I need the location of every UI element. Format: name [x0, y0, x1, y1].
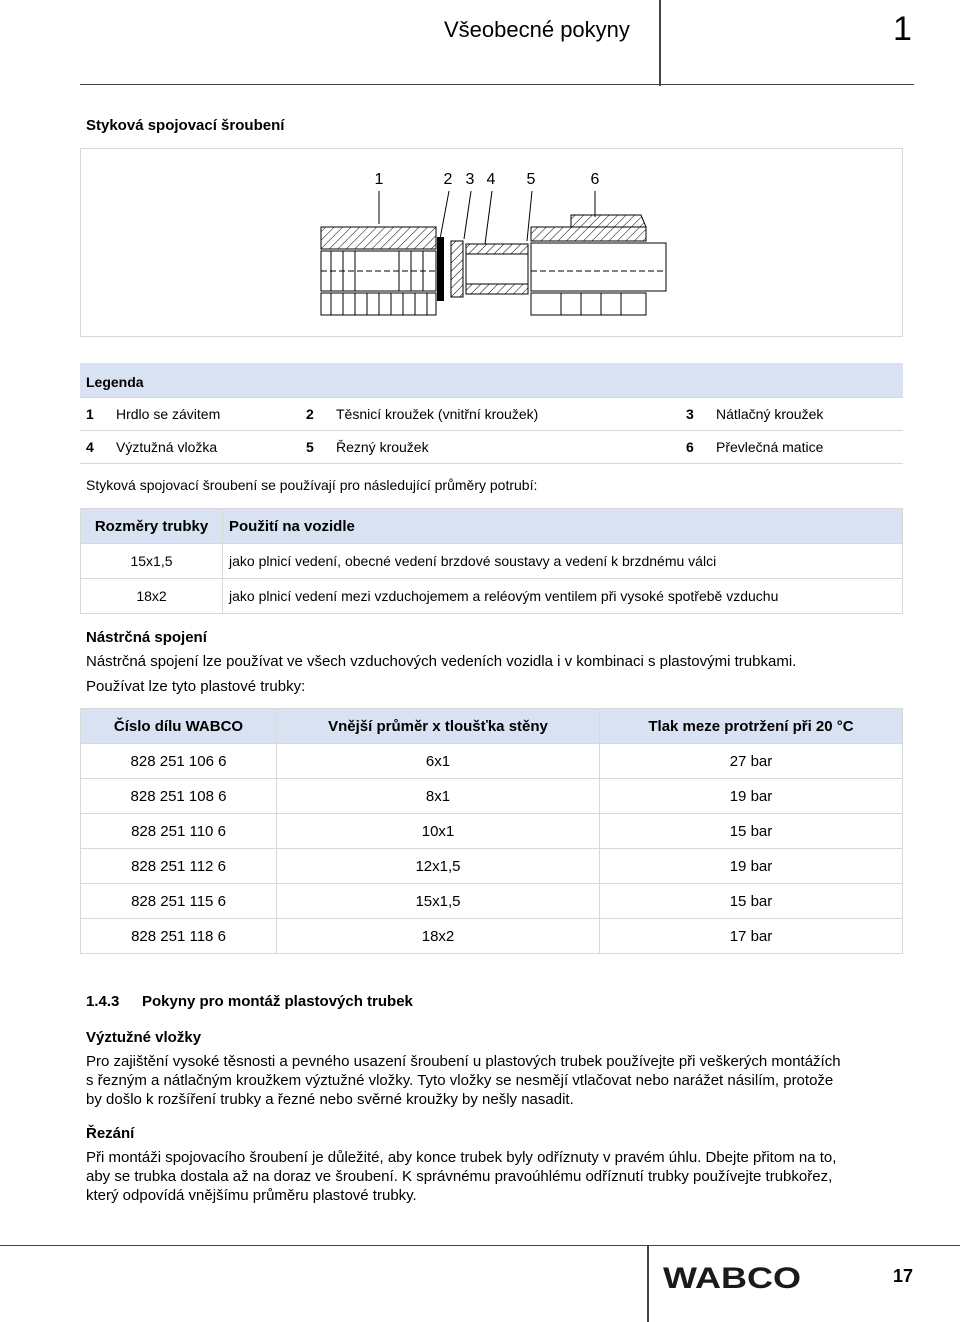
table-cell: jako plnicí vedení, obecné vedení brzdové soustavy a vedení k brzdnému válci — [223, 544, 903, 579]
header-divider — [659, 0, 661, 86]
table-cell: 17 bar — [600, 919, 903, 954]
callout-4: 4 — [486, 171, 496, 188]
header-rule — [80, 84, 914, 85]
table-cell: 828 251 108 6 — [81, 779, 277, 814]
cutting-line: který odpovídá vnějšímu průměru plastové trubky. — [86, 1187, 417, 1204]
wabco-logo-text: WABCO — [663, 1263, 801, 1291]
push-in-title: Nástrčná spojení — [86, 629, 207, 646]
wabco-logo — [662, 1263, 802, 1291]
callout-1: 1 — [374, 171, 384, 188]
legend-row — [80, 397, 903, 430]
legend-num: 5 — [300, 430, 330, 463]
callout-3: 3 — [465, 171, 475, 188]
column-header: Rozměry trubky — [81, 509, 223, 544]
table-cell: 828 251 118 6 — [81, 919, 277, 954]
table-cell: 10x1 — [277, 814, 600, 849]
reinforcement-line: s řezným a nátlačným kroužkem výztužné vložky. Tyto vložky se nesmějí vtlačovat nebo narážet násilím, protože — [86, 1072, 834, 1089]
fitting-drawing — [80, 148, 903, 337]
table-cell: 828 251 112 6 — [81, 849, 277, 884]
push-in-text-2: Používat lze tyto plastové trubky: — [86, 678, 306, 695]
legend-num: 3 — [680, 397, 710, 430]
legend-text: Převlečná matice — [710, 430, 903, 463]
legend-text: Nátlačný kroužek — [710, 397, 903, 430]
legend-header-row — [80, 363, 903, 397]
table-row — [81, 779, 903, 814]
legend-title: Legenda — [80, 363, 903, 397]
legend-num: 4 — [80, 430, 110, 463]
cutting-line: aby se trubka dostala až na doraz ve šroubení. K správnému pravoúhlému odříznutí trubky používejte trubkořez, — [86, 1168, 833, 1185]
table-cell: 8x1 — [277, 779, 600, 814]
table-cell: 828 251 110 6 — [81, 814, 277, 849]
column-header: Číslo dílu WABCO — [81, 709, 277, 744]
table-header-row — [81, 509, 903, 544]
footer-rule — [0, 1245, 960, 1246]
table-cell: 18x2 — [81, 579, 223, 614]
table-row — [81, 744, 903, 779]
table-cell: 15 bar — [600, 814, 903, 849]
column-header: Vnější průměr x tloušťka stěny — [277, 709, 600, 744]
table-cell: 828 251 106 6 — [81, 744, 277, 779]
table-row — [81, 884, 903, 919]
table-row — [81, 814, 903, 849]
legend-table — [80, 363, 903, 464]
legend-text: Řezný kroužek — [330, 430, 680, 463]
table-cell: 19 bar — [600, 849, 903, 884]
cutting-title: Řezání — [86, 1125, 135, 1142]
reinforcement-line: by došlo k rozšíření trubky a řezné nebo svěrné kroužky by nešly nasadit. — [86, 1091, 574, 1108]
legend-num: 2 — [300, 397, 330, 430]
table-cell: 19 bar — [600, 779, 903, 814]
callout-2: 2 — [443, 171, 453, 188]
legend-row — [80, 430, 903, 463]
section-heading: Pokyny pro montáž plastových trubek — [142, 993, 413, 1010]
legend-text: Výztužná vložka — [110, 430, 300, 463]
column-header: Tlak meze protržení při 20 °C — [600, 709, 903, 744]
push-in-text-1: Nástrčná spojení lze používat ve všech vzduchových vedeních vozidla i v kombinaci s plastovými trubkami. — [86, 653, 797, 670]
table-cell: 828 251 115 6 — [81, 884, 277, 919]
table-cell: jako plnicí vedení mezi vzduchojemem a reléovým ventilem při vysoké spotřebě vzduchu — [223, 579, 903, 614]
page-number: 17 — [893, 1266, 914, 1286]
legend-num: 1 — [80, 397, 110, 430]
plastic-pipes-table — [80, 708, 903, 954]
page-header-title: Všeobecné pokyny — [444, 17, 630, 42]
callout-5: 5 — [526, 171, 536, 188]
legend-text: Hrdlo se závitem — [110, 397, 300, 430]
cutting-line: Při montáži spojovacího šroubení je důležité, aby konce trubek byly odříznuty v pravém úhlu. Dbejte přitom na to, — [86, 1149, 837, 1166]
section-number: 1.4.3 — [86, 993, 120, 1010]
table-cell: 18x2 — [277, 919, 600, 954]
table-cell: 27 bar — [600, 744, 903, 779]
table-cell: 15 bar — [600, 884, 903, 919]
table-row — [81, 919, 903, 954]
table-row — [81, 579, 903, 614]
legend-text: Těsnicí kroužek (vnitřní kroužek) — [330, 397, 680, 430]
section-title: Styková spojovací šroubení — [86, 117, 285, 134]
callout-6: 6 — [590, 171, 600, 188]
table-row — [81, 849, 903, 884]
table-cell: 12x1,5 — [277, 849, 600, 884]
pipe-dimensions-table — [80, 508, 903, 614]
table-cell: 15x1,5 — [81, 544, 223, 579]
reinforcement-line: Pro zajištění vysoké těsnosti a pevného usazení šroubení u plastových trubek používejte při veškerých montážích — [86, 1053, 841, 1070]
chapter-number: 1 — [893, 10, 912, 48]
table-cell: 15x1,5 — [277, 884, 600, 919]
column-header: Použití na vozidle — [223, 509, 903, 544]
fitting-cross-section — [81, 149, 904, 338]
intro-text: Styková spojovací šroubení se používají pro následující průměry potrubí: — [86, 477, 538, 493]
footer-divider — [647, 1245, 649, 1322]
table-row — [81, 544, 903, 579]
table-cell: 6x1 — [277, 744, 600, 779]
legend-num: 6 — [680, 430, 710, 463]
reinforcement-title: Výztužné vložky — [86, 1029, 202, 1046]
table-header-row — [81, 709, 903, 744]
